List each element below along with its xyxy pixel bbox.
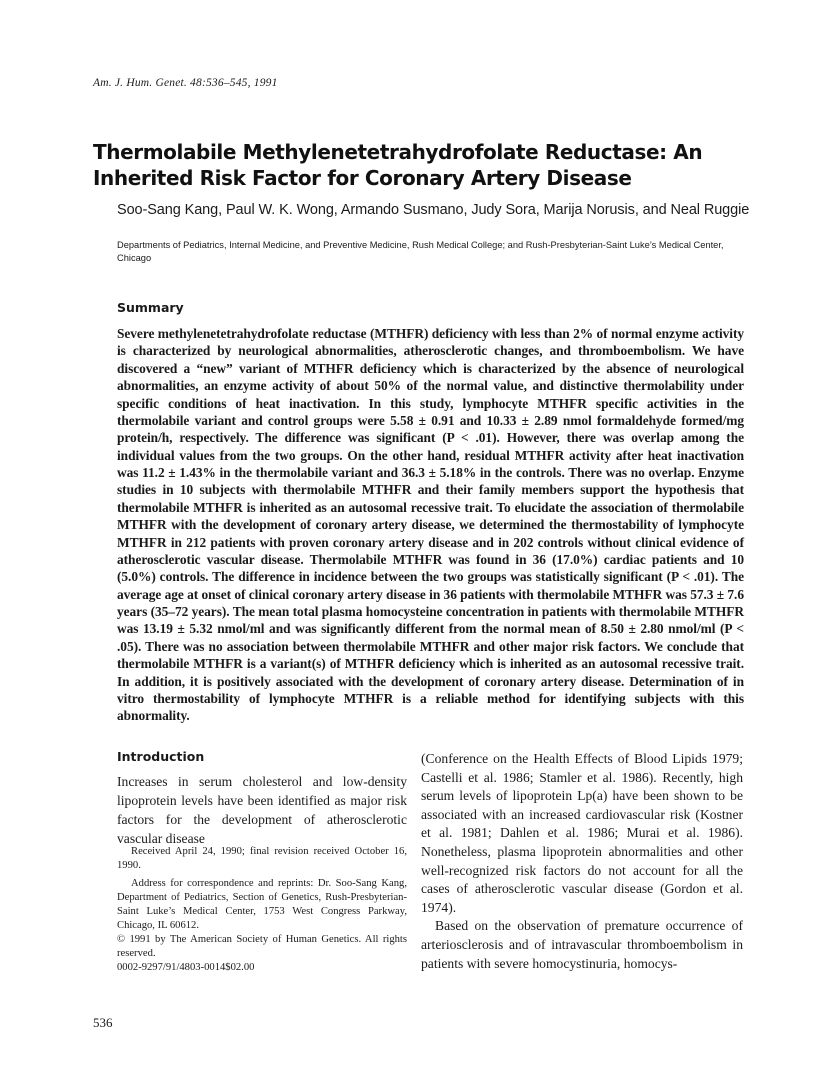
author-list: Soo-Sang Kang, Paul W. K. Wong, Armando Susmano, Judy Sora, Marija Norusis, and Neal Ruggie (117, 202, 750, 218)
correspondence-address: Address for correspondence and reprints: Dr. Soo-Sang Kang, Department of Pediatrics, Section of Genetics, Rush-Presbyterian-Saint Luke’s Medical Center, 1753 West Congress Parkway, Chicago, IL 60612. (117, 878, 407, 931)
article-code: 0002-9297/91/4803-0014$02.00 (117, 962, 255, 973)
introduction-heading: Introduction (117, 749, 205, 764)
summary-heading: Summary (117, 300, 184, 315)
summary-text: Severe methylenetetrahydrofolate reductase (MTHFR) deficiency with less than 2% of normal enzyme activity is characterized by neurological abnormalities, atherosclerotic changes, and thromboembolism. We have discovered a “new” variant of MTHFR deficiency which is characterized by the absence of neurological abnormalities, an enzyme activity of about 50% of the normal value, and distinctive thermolability under specific conditions of heat inactivation. In this study, lymphocyte MTHFR specific activities in the thermolabile variant and control groups were 5.58 ± 0.91 and 10.33 ± 2.89 nmol formaldehyde formed/mg protein/h, respectively. The difference was significant (P < .01). However, there was overlap among the individual values from the two groups. On the other hand, residual MTHFR activity after heat inactivation was 11.2 ± 1.43% in the thermolabile variant and 36.3 ± 5.18% in the controls. There was no overlap. Enzyme studies in 10 subjects with thermolabile MTHFR and their family members support the hypothesis that thermolabile MTHFR is inherited as an autosomal recessive trait. To elucidate the association of thermolabile MTHFR with the development of coronary artery disease, we determined the thermostability of lymphocyte MTHFR in 212 patients with proven coronary artery disease and in 202 controls without clinical evidence of atherosclerotic vascular disease. Thermolabile MTHFR was found in 36 (17.0%) cardiac patients and 10 (5.0%) controls. The difference in incidence between the two groups was statistically significant (P < .01). The average age at onset of clinical coronary artery disease in 36 patients with thermolabile MTHFR was 57.3 ± 7.6 years (35–72 years). The mean total plasma homocysteine concentration in patients with thermolabile MTHFR was 13.19 ± 5.32 nmol/ml and was significantly different from the normal mean of 8.50 ± 2.80 nmol/ml (P < .05). There was no association between thermolabile MTHFR and other major risk factors. We conclude that thermolabile MTHFR is a variant(s) of MTHFR deficiency which is inherited as an autosomal recessive trait. In addition, it is positively associated with the development of coronary artery disease. Determination of in vitro thermostability of lymphocyte MTHFR is a reliable method for identifying subjects with this abnormality. (117, 326, 744, 724)
copyright-notice: © 1991 by The American Society of Human Genetics. All rights reserved. (117, 934, 407, 959)
journal-citation: Am. J. Hum. Genet. 48:536–545, 1991 (93, 77, 278, 89)
intro-paragraph: Based on the observation of premature occurrence of arteriosclerosis and of intravascular thromboembolism in patients with severe homocystinuria, homocys- (421, 918, 743, 971)
page-number: 536 (93, 1015, 113, 1030)
intro-paragraph: (Conference on the Health Effects of Blood Lipids 1979; Castelli et al. 1986; Stamler et al. 1986). Recently, high serum levels of lipoprotein Lp(a) have been shown to be associated with an increased cardiovascular risk (Kostner et al. 1981; Dahlen et al. 1986; Murai et al. 1986). Nonetheless, plasma lipoprotein abnormalities and other well-recognized risk factors do not account for all the cases of atherosclerotic vascular disease (Gordon et al. 1974). (421, 751, 743, 915)
introduction-left-column: Increases in serum cholesterol and low-density lipoprotein levels have been identified as major risk factors for the development of atherosclerotic vascular disease (117, 774, 407, 847)
introduction-right-column (421, 750, 743, 973)
affiliation: Departments of Pediatrics, Internal Medicine, and Preventive Medicine, Rush Medical College; and Rush-Presbyterian-Saint Luke’s Medical Center, Chicago (117, 240, 724, 263)
article-title: Thermolabile Methylenetetrahydrofolate Reductase: An Inherited Risk Factor for Coronary Artery Disease (93, 140, 703, 190)
received-dates: Received April 24, 1990; final revision received October 16, 1990. (117, 846, 407, 871)
footnote-block (117, 845, 407, 975)
